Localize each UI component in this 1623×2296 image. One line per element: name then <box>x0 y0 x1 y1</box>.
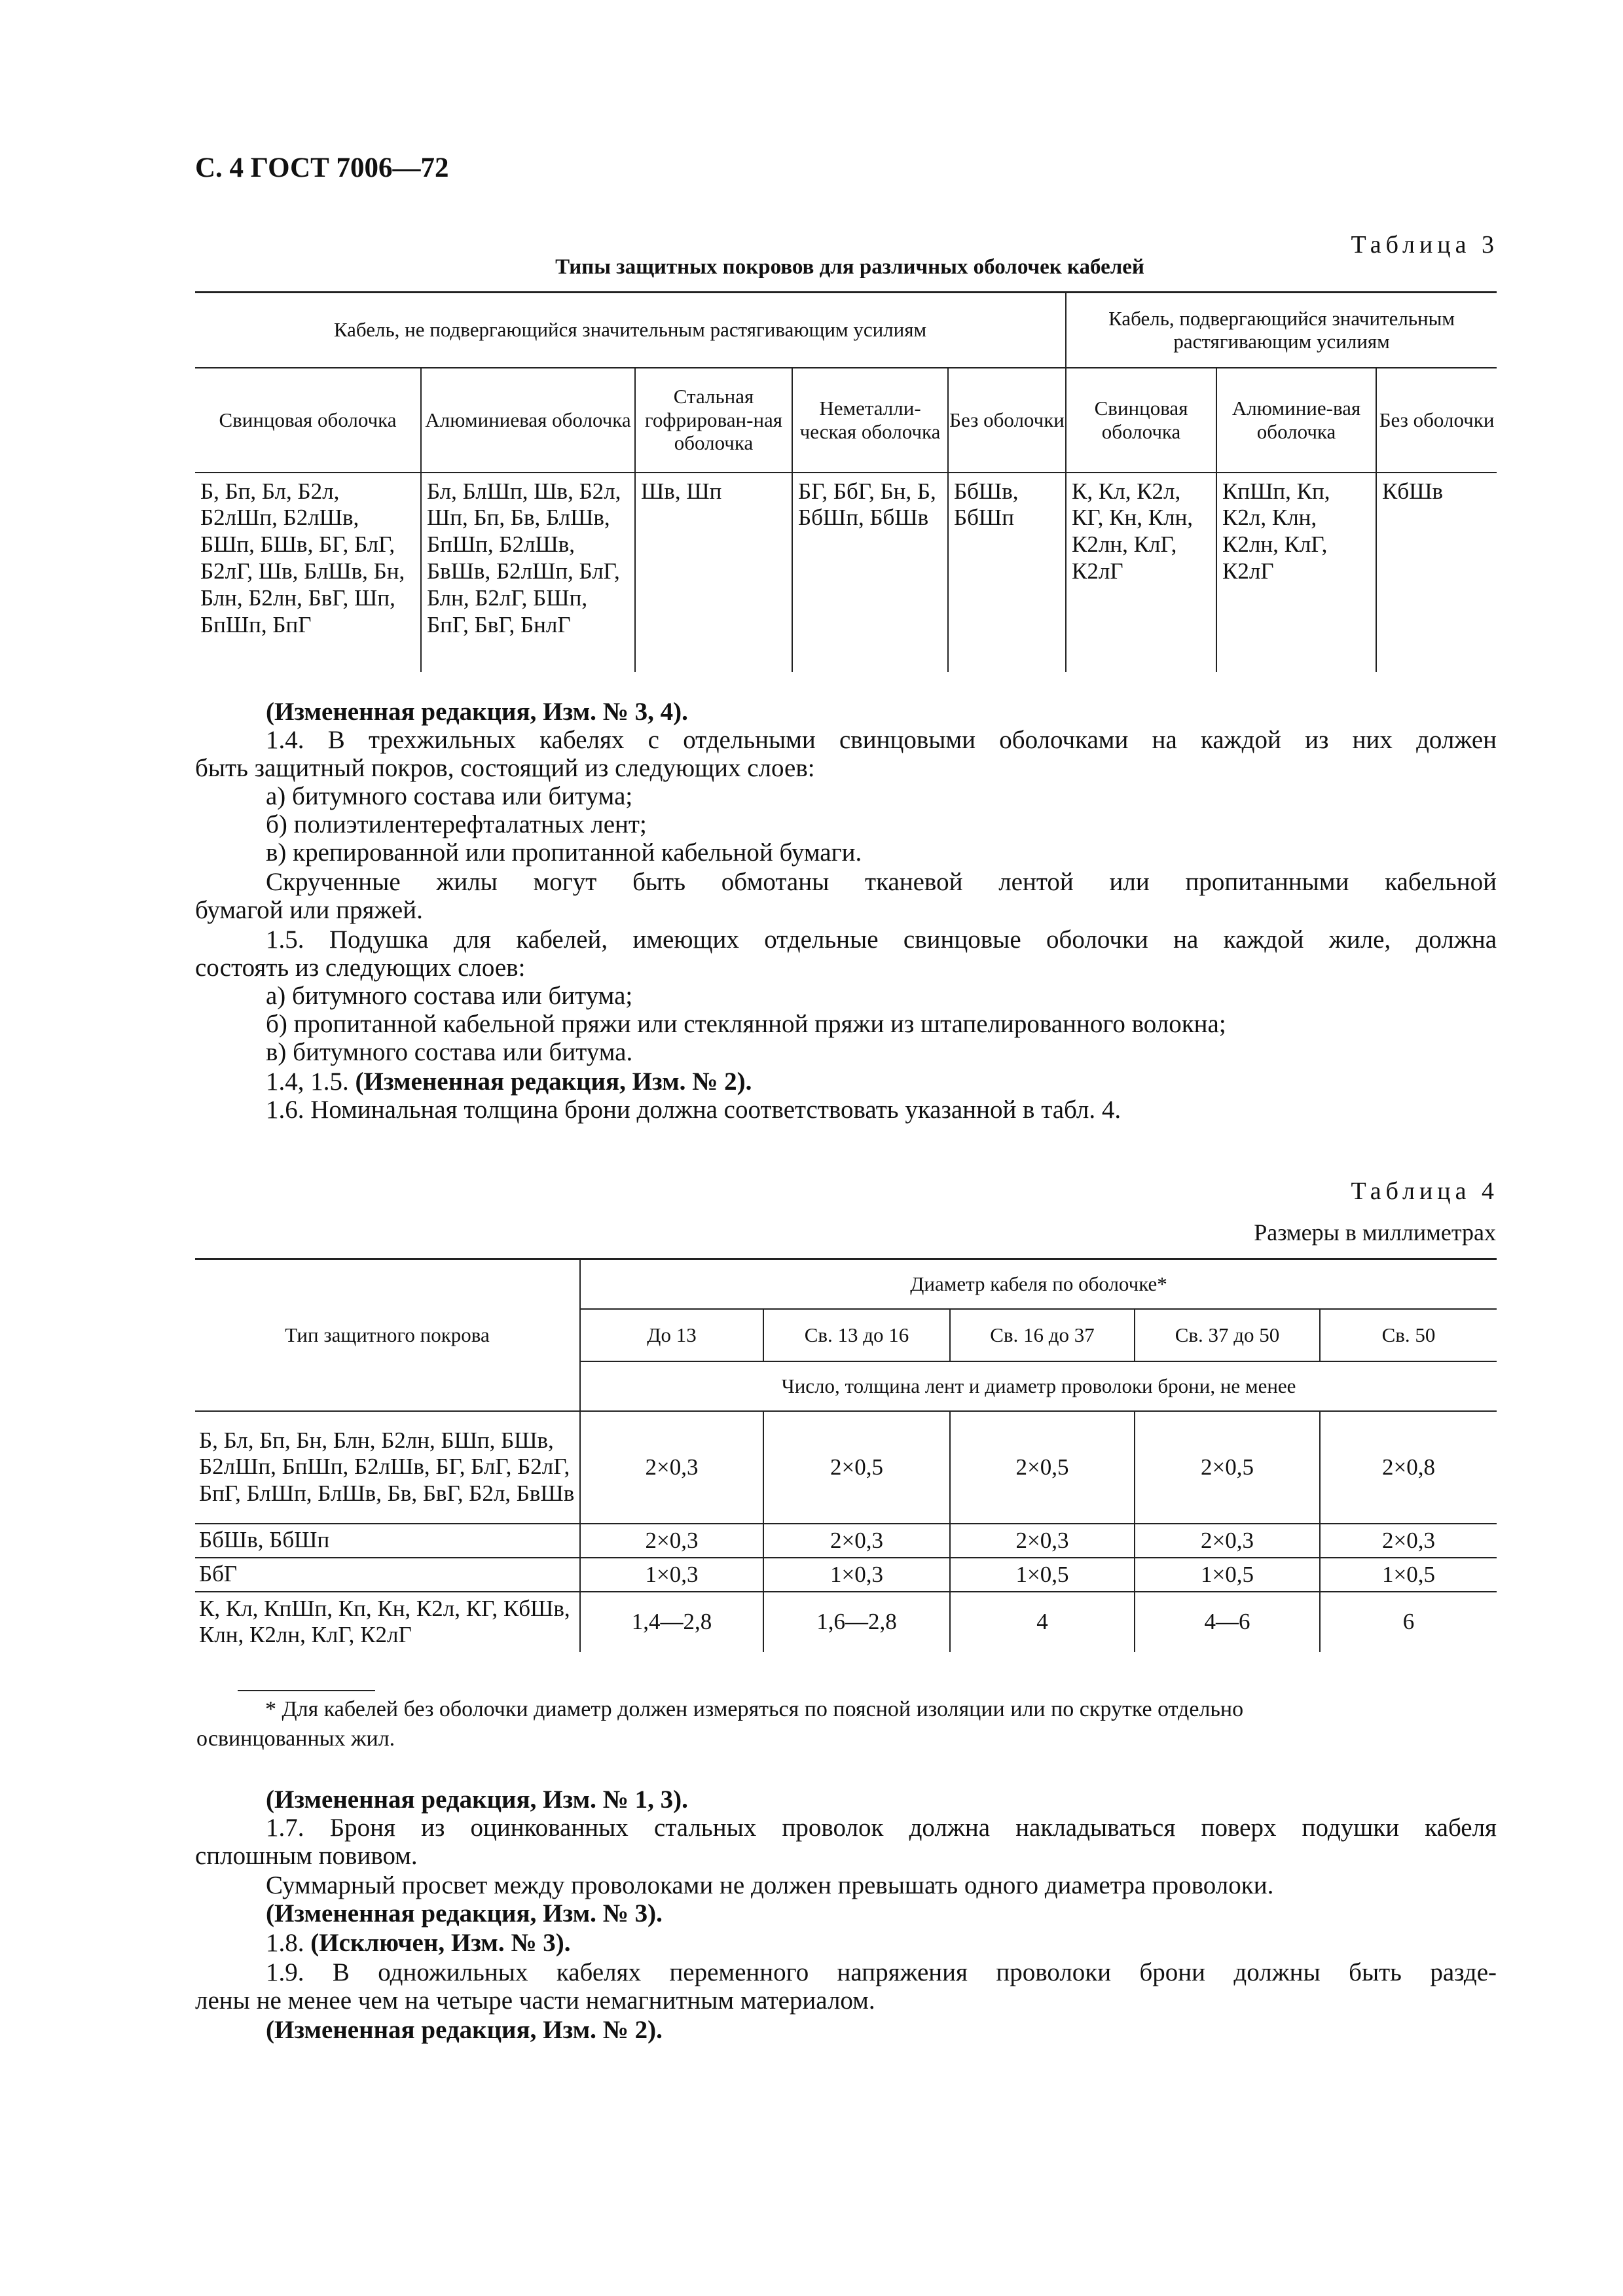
table3-col-header: Неметалли-ческая оболочка <box>792 368 948 473</box>
table3-cell: Б, Бп, Бл, Б2л, Б2лШп, Б2лШв, БШп, БШв, БГ, БлГ, Б2лГ, Шв, БлШв, Бн, Блн, Б2лн, БвГ, Шп, БпШп, БпГ <box>195 473 421 672</box>
table3-col-header: Стальная гофрирован-ная оболочка <box>635 368 792 473</box>
paragraph: 1.4. В трехжильных кабелях с отдельными свинцовыми оболочками на каждой из них должен <box>266 726 1497 754</box>
table4-cell: 1×0,3 <box>580 1558 763 1592</box>
list-item: в) битумного состава или битума. <box>266 1038 633 1066</box>
table3 <box>195 291 1497 672</box>
table4-range-header: Св. 16 до 37 <box>950 1309 1135 1361</box>
paragraph: Скрученные жилы могут быть обмотаны тканевой лентой или пропитанными кабельной <box>266 868 1497 896</box>
table4-caption: Таблица 4 <box>1351 1177 1499 1205</box>
table4-units: Размеры в миллиметрах <box>1254 1219 1496 1246</box>
table3-caption: Таблица 3 <box>1351 231 1499 259</box>
table4-type-header: Тип защитного покрова <box>195 1259 580 1411</box>
table4-cell: 2×0,3 <box>580 1411 763 1524</box>
amendment-bold: (Исключен, Изм. № 3). <box>310 1929 571 1957</box>
table4-cell: 2×0,3 <box>1320 1524 1497 1558</box>
table4-cell: 1×0,5 <box>950 1558 1135 1592</box>
table3-cell: БГ, БбГ, Бн, Б, БбШп, БбШв <box>792 473 948 672</box>
amendment-note: (Измененная редакция, Изм. № 1, 3). <box>266 1785 688 1814</box>
table3-cell: БбШв, БбШп <box>948 473 1066 672</box>
table3-cell: Бл, БлШп, Шв, Б2л, Шп, Бп, Бв, БлШв, БпШп, Б2лШв, БвШв, Б2лШп, БлГ, Блн, Б2лГ, БШп, БпГ, БвГ, БнлГ <box>421 473 635 672</box>
table3-cell: К, Кл, К2л, КГ, Кн, Клн, К2лн, КлГ, К2лГ <box>1066 473 1216 672</box>
paragraph: бумагой или пряжей. <box>195 896 423 924</box>
table4-cell: 1,4—2,8 <box>580 1592 763 1652</box>
table4-cell: 6 <box>1320 1592 1497 1652</box>
amendment-note: (Измененная редакция, Изм. № 3, 4). <box>266 698 688 726</box>
table3-col-header: Без оболочки <box>1376 368 1497 473</box>
paragraph: Суммарный просвет между проволоками не должен превышать одного диаметра проволоки. <box>266 1871 1274 1899</box>
paragraph: сплошным повивом. <box>195 1842 418 1870</box>
table4 <box>195 1258 1497 1652</box>
table4-cell: 2×0,3 <box>950 1524 1135 1558</box>
paragraph: состоять из следующих слоев: <box>195 954 526 982</box>
table3-col-header: Алюминие-вая оболочка <box>1216 368 1376 473</box>
table3-cell: Шв, Шп <box>635 473 792 672</box>
footnote-continuation: освинцованных жил. <box>196 1727 395 1751</box>
table4-cell: 2×0,5 <box>763 1411 950 1524</box>
amendment-note <box>266 1928 1497 1958</box>
table3-cell: КбШв <box>1376 473 1497 672</box>
amendment-note: (Измененная редакция, Изм. № 3). <box>266 1899 663 1928</box>
paragraph: быть защитный покров, состоящий из следующих слоев: <box>195 754 815 782</box>
table4-row-type: БбГ <box>195 1558 580 1592</box>
paragraph: 1.6. Номинальная толщина брони должна соответствовать указанной в табл. 4. <box>266 1096 1122 1124</box>
table4-range-header: Св. 37 до 50 <box>1135 1309 1320 1361</box>
table4-cell: 2×0,5 <box>1135 1411 1320 1524</box>
table3-group-left: Кабель, не подвергающийся значительным растягивающим усилиям <box>195 293 1066 368</box>
amendment-bold: (Измененная редакция, Изм. № 2). <box>355 1067 752 1096</box>
list-item: а) битумного состава или битума; <box>266 782 633 810</box>
table4-row-type: БбШв, БбШп <box>195 1524 580 1558</box>
paragraph: лены не менее чем на четыре части немагнитным материалом. <box>195 1986 875 2015</box>
table3-title: Типы защитных покровов для различных оболочек кабелей <box>555 255 1144 279</box>
table4-cell: 4 <box>950 1592 1135 1652</box>
page-header: С. 4 ГОСТ 7006—72 <box>195 152 449 183</box>
table4-cell: 2×0,3 <box>763 1524 950 1558</box>
list-item: б) полиэтилентерефталатных лент; <box>266 810 647 838</box>
table3-col-header: Алюминиевая оболочка <box>421 368 635 473</box>
table4-cell: 2×0,5 <box>950 1411 1135 1524</box>
list-item: б) пропитанной кабельной пряжи или стеклянной пряжи из штапелированного волокна; <box>266 1010 1226 1038</box>
table4-cell: 2×0,3 <box>580 1524 763 1558</box>
footnote-rule <box>238 1690 375 1691</box>
table4-cell: 1×0,5 <box>1135 1558 1320 1592</box>
table4-cell: 1×0,3 <box>763 1558 950 1592</box>
table4-sub-header: Число, толщина лент и диаметр проволоки брони, не менее <box>580 1361 1497 1411</box>
table4-range-header: Св. 50 <box>1320 1309 1497 1361</box>
paragraph: 1.7. Броня из оцинкованных стальных проволок должна накладываться поверх подушки кабеля <box>266 1814 1497 1842</box>
table4-diameter-header: Диаметр кабеля по оболочке* <box>580 1259 1497 1309</box>
table3-col-header: Свинцовая оболочка <box>1066 368 1216 473</box>
table4-range-header: Св. 13 до 16 <box>763 1309 950 1361</box>
paragraph: 1.5. Подушка для кабелей, имеющих отдельные свинцовые оболочки на каждой жиле, должна <box>266 925 1497 954</box>
amendment-note <box>266 1067 1497 1096</box>
list-item: а) битумного состава или битума; <box>266 982 633 1010</box>
list-item: в) крепированной или пропитанной кабельной бумаги. <box>266 838 862 867</box>
table4-range-header: До 13 <box>580 1309 763 1361</box>
clause-ref: 1.4, 1.5. <box>266 1067 356 1096</box>
table4-cell: 4—6 <box>1135 1592 1320 1652</box>
amendment-note: (Измененная редакция, Изм. № 2). <box>266 2016 663 2044</box>
table4-cell: 1×0,5 <box>1320 1558 1497 1592</box>
footnote: * Для кабелей без оболочки диаметр должен измеряться по поясной изоляции или по скрутке отдельно <box>265 1697 1244 1721</box>
table3-cell: КпШп, Кп, К2л, Клн, К2лн, КлГ, К2лГ <box>1216 473 1376 672</box>
table4-row-type: К, Кл, КпШп, Кп, Кн, К2л, КГ, КбШв, Клн, К2лн, КлГ, К2лГ <box>195 1592 580 1652</box>
table3-col-header: Свинцовая оболочка <box>195 368 421 473</box>
table4-cell: 1,6—2,8 <box>763 1592 950 1652</box>
table4-cell: 2×0,3 <box>1135 1524 1320 1558</box>
paragraph: 1.9. В одножильных кабелях переменного напряжения проволоки брони должны быть разде- <box>266 1958 1497 1986</box>
table3-group-right: Кабель, подвергающийся значительным растягивающим усилиям <box>1066 293 1497 368</box>
table4-cell: 2×0,8 <box>1320 1411 1497 1524</box>
clause-ref: 1.8. <box>266 1929 311 1957</box>
table4-row-type: Б, Бл, Бп, Бн, Блн, Б2лн, БШп, БШв, Б2лШп, БпШп, Б2лШв, БГ, БлГ, Б2лГ, БпГ, БлШп, БлШв, Бв, БвГ, Б2л, БвШв <box>195 1411 580 1524</box>
table3-col-header: Без оболочки <box>948 368 1066 473</box>
